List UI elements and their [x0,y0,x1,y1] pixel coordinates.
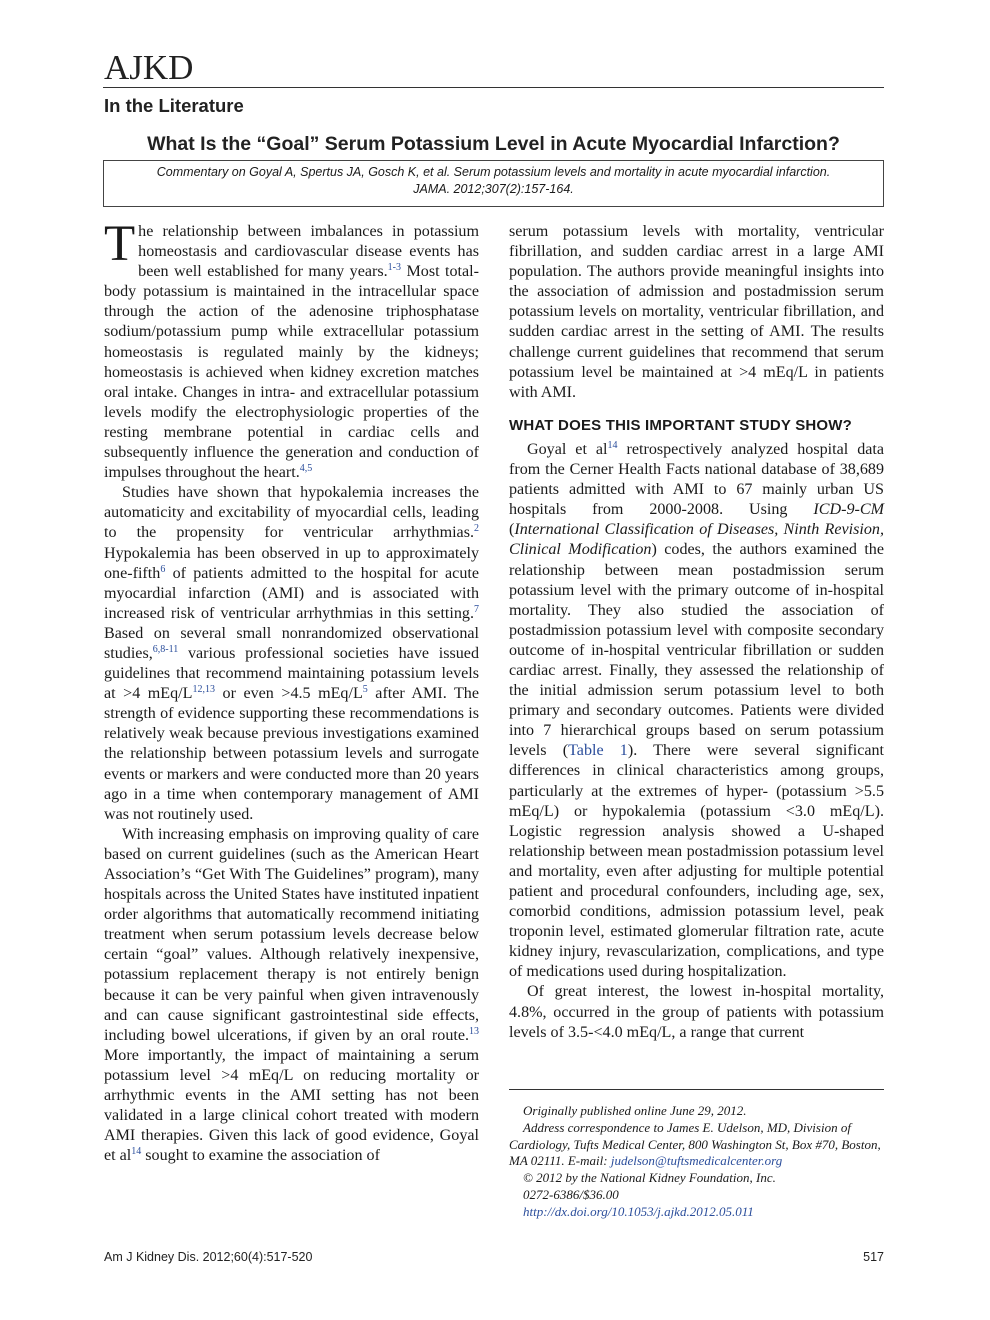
text: ICD-9-CM [813,501,884,519]
reference-link[interactable]: 12,13 [192,684,215,696]
text: ( [509,521,515,539]
section-label: In the Literature [104,95,244,116]
correspondence [509,1120,884,1170]
reference-link[interactable]: 4,5 [299,463,313,475]
price-code: 0272-6386/$36.00 [523,1186,619,1202]
paragraph [509,440,884,983]
paragraph: Of great interest, the lowest in-hospital mortality, 4.8%, occurred in the group of patients with potassium levels of 3.5-<4.0 mEq/L, a range that current [509,983,884,1041]
copyright: © 2012 by the National Kidney Foundation, Inc. [523,1170,776,1186]
commentary-line-1: Commentary on Goyal A, Spertus JA, Gosch K, et al. Serum potassium levels and mortality in acute myocardial infarction. [156,165,831,179]
text: various professional societies have issued guidelines that recommend maintaining potassium levels at >4 mEq/L [104,644,479,703]
article-notes [509,1103,884,1221]
subheading: WHAT DOES THIS IMPORTANT STUDY SHOW? [509,416,853,434]
text: ) codes, the authors examined the relationship between mean postadmission serum potassium level with the primary outcome of in-hospital mortality. They also studied the association of postadmission potassium level with composite secondary outcome of in-hospital ventricular fibrillation or sudden cardiac arrest. Finally, they assessed the relationship of the initial admission serum potassium level to both primary and secondary outcomes. Patients were divided into 7 hierarchical groups based on serum potassium levels ( [509,541,884,760]
text: retrospectively analyzed hospital data from the Cerner Health Facts national database of 38,689 patients admitted with AMI to 67 mainly urban US hospitals from 2000-2008. Using [509,440,884,519]
reference-link[interactable]: 1-3 [387,262,401,274]
footer-citation: Am J Kidney Dis. 2012;60(4):517-520 [104,1250,313,1264]
text: Address correspondence to James E. Udelson, MD, Division of Cardiology, Tufts Medical Center, 800 Washington St, Box #70, Boston, MA 02111. E-mail: [509,1119,881,1169]
reference-link[interactable]: 5 [362,684,368,696]
text: Hypokalemia has been observed in up to approximately one-fifth [104,544,479,582]
drop-cap: T [104,216,136,272]
page-number: 517 [863,1250,884,1264]
paragraph [104,483,479,825]
text: after AMI. The strength of evidence supporting these recommendations is relatively weak because previous investigations examined the relationship between potassium levels and surrogate events or markers and were conducted more than 20 years ago in a time when contemporary management of AMI was not routinely used. [104,685,479,823]
text: Most total-body potassium is maintained in the intracellular space through the action of the adenosine triphosphatase sodium/potassium pump while extracellular potassium homeostasis is regulated mainly by the kidneys; homeostasis is achieved when kidney excretion matches oral intake. Changes in intra- and extracellular potassium levels modify the electrophysiologic properties of the resting membrane potential in cardiac cells and subsequently influence the generation and conduction of impulses throughout the heart. [104,263,479,482]
commentary-box [103,160,884,207]
reference-link[interactable]: 6,8-11 [152,643,179,655]
doi-link[interactable] [509,1204,884,1221]
table-link[interactable]: Table 1 [568,742,628,760]
paragraph [104,216,479,483]
text: sought to examine the association of [141,1147,380,1165]
reference-link[interactable]: 7 [474,603,479,615]
text: Studies have shown that hypokalemia increases the automaticity and excitability of myocardial cells, leading to the propensity for ventricular arrhythmias. [104,484,479,542]
email-link[interactable]: judelson@tuftsmedicalcenter.org [610,1153,783,1169]
paragraph: serum potassium levels with mortality, ventricular fibrillation, and sudden cardiac arrest in a large AMI population. The authors provide meaningful insights into the association of admission and postadmission serum potassium levels on mortality, ventricular fibrillation, and sudden cardiac arrest in the setting of AMI. The results challenge current guidelines that recommend that serum potassium level be maintained at >4 mEq/L in patients with AMI. [509,223,884,401]
header-rule [103,87,884,88]
article-title: What Is the “Goal” Serum Potassium Level in Acute Myocardial Infarction? [147,133,840,155]
text: of patients admitted to the hospital for acute myocardial infarction (AMI) and is associated with increased risk of ventricular arrhythmias in this setting. [104,564,479,622]
text: More importantly, the impact of maintaining a serum potassium level >4 mEq/L on reducing mortality or arrhythmic events in the AMI setting has not been validated in a large clinical cohort treated with modern AMI therapies. Given this lack of good evidence, Goyal et al [104,1046,479,1165]
right-column [509,222,884,1043]
paragraph [104,825,479,1167]
reference-link[interactable]: 14 [131,1146,142,1158]
footnote-rule [509,1089,884,1090]
text: Goyal et al [527,440,608,458]
published-date: Originally published online June 29, 2012. [523,1103,747,1118]
commentary-line-2: JAMA. 2012;307(2):157-164. [413,181,574,196]
text: Based on several small nonrandomized observational studies, [104,624,479,662]
reference-link[interactable]: 13 [469,1025,479,1037]
text: he relationship between imbalances in potassium homeostasis and cardiovascular disease events has been well established for many years. [138,223,479,281]
text: With increasing emphasis on improving quality of care based on current guidelines (such as the American Heart Association’s “Get With The Guidelines” program), many hospitals across the United States have instituted inpatient order algorithms that automatically recommend initiating treatment when serum potassium levels decrease below certain “goal” values. Although relatively inexpensive, potassium replacement therapy is not entirely benign because it can be very painful when given intravenously and can cause significant gastrointestinal side effects, including bowel ulcerations, if given by an oral route. [104,825,479,1044]
text: International Classification of Diseases, Ninth Revision, Clinical Modification [509,521,884,559]
text: ). There were several significant differences in clinical characteristics among groups, particularly at the extremes of hyper- (potassium >5.5 mEq/L) or hypokalemia (potassium <3.0 mEq/L). Logistic regression analysis showed a U-shaped relationship between mean postadmission potassium level and mortality, even after adjusting for multiple potential patient and procedural confounders, including age, sex, comorbid conditions, admission potassium level, peak troponin level, estimated glomerular filtration rate, acute kidney injury, revascularization, complications, and type of medications used during hospitalization. [509,742,884,981]
text[interactable]: http://dx.doi.org/10.1053/j.ajkd.2012.05.011 [523,1203,754,1219]
left-column [104,216,479,1166]
reference-link[interactable]: 2 [474,523,479,535]
text: or even >4.5 mEq/L [215,685,363,703]
reference-link[interactable]: 6 [160,563,166,575]
reference-link[interactable]: 14 [607,439,618,451]
journal-logo: AJKD [104,48,194,87]
